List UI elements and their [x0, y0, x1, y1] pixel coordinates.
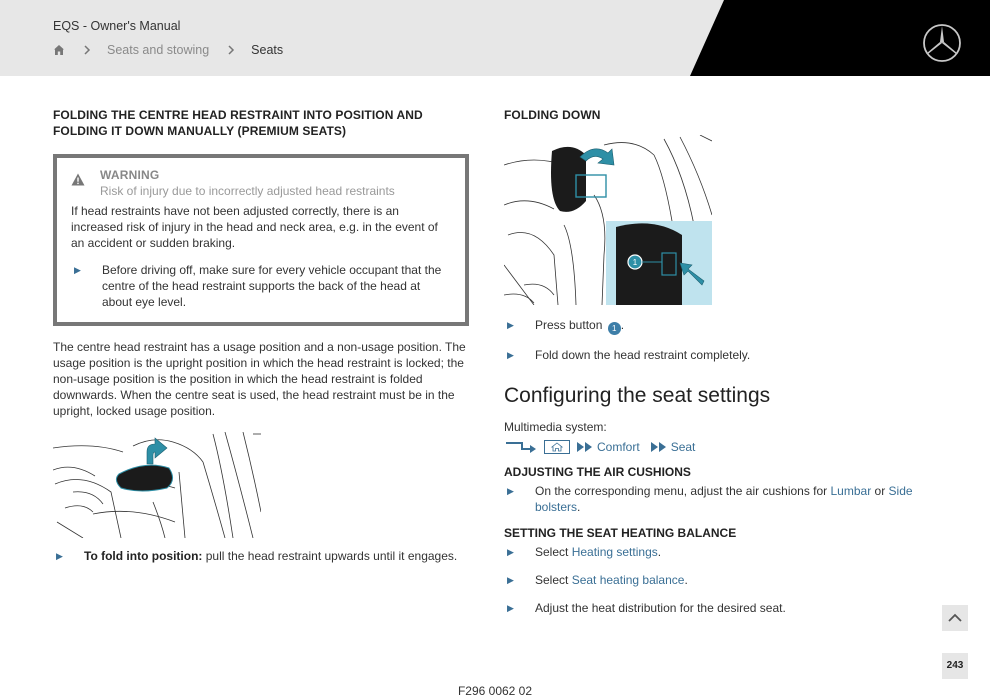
- bullet-arrow-icon: ▶: [507, 575, 514, 585]
- heating-step-1-text: [535, 544, 661, 560]
- app-title: EQS - Owner's Manual: [53, 19, 181, 33]
- heat-step2-prefix: Select: [535, 573, 572, 587]
- config-seat-settings-heading: Configuring the seat settings: [504, 384, 771, 407]
- side-bolsters-link[interactable]: Side bolsters: [535, 484, 913, 514]
- heating-step-2: [504, 572, 924, 588]
- heating-step-2-text: [535, 572, 688, 588]
- chevron-right-icon: [81, 44, 93, 56]
- step-1-prefix: Press button: [535, 318, 606, 332]
- bullet-arrow-icon: ▶: [507, 547, 514, 557]
- right-arrow-icon: [504, 440, 538, 454]
- multimedia-menu-path: [504, 439, 924, 455]
- air-cushions-text: [535, 483, 924, 515]
- chevron-up-icon: [942, 605, 968, 631]
- seat-heating-balance-link[interactable]: Seat heating balance: [571, 573, 685, 587]
- step-1-text: [535, 317, 624, 335]
- fold-into-position-step: [53, 548, 469, 564]
- fold-down-step-2: [504, 347, 924, 363]
- bullet-arrow-icon: ▶: [507, 603, 514, 613]
- head-restraint-upright-illustration: [53, 432, 261, 538]
- double-arrow-icon: [650, 441, 668, 453]
- breadcrumb-seats-and-stowing[interactable]: Seats and stowing: [107, 43, 210, 57]
- lumbar-link[interactable]: Lumbar: [830, 484, 872, 498]
- step-1-suffix: .: [620, 318, 625, 332]
- heating-settings-link[interactable]: Heating settings: [571, 545, 658, 559]
- left-column: [53, 107, 469, 564]
- warning-bullet: [71, 262, 453, 310]
- button-1-icon: 1: [608, 322, 621, 335]
- heat-step2-suffix: .: [684, 573, 688, 587]
- heating-step-3-text: Adjust the heat distribution for the desired seat.: [535, 601, 786, 615]
- bullet-arrow-icon: ▶: [507, 486, 514, 496]
- section-heading-head-restraint: FOLDING THE CENTRE HEAD RESTRAINT INTO POSITION AND FOLDING IT DOWN MANUALLY (PREMIUM SEATS): [53, 108, 423, 138]
- step-2-text: Fold down the head restraint completely.: [535, 348, 751, 362]
- seat-heating-balance-heading: SETTING THE SEAT HEATING BALANCE: [504, 526, 737, 540]
- page-number-badge[interactable]: 243: [942, 653, 968, 679]
- bullet-arrow-icon: ▶: [74, 265, 81, 275]
- scroll-to-top-button[interactable]: [942, 605, 968, 631]
- folding-down-heading: FOLDING DOWN: [504, 108, 601, 122]
- menu-seat[interactable]: Seat: [670, 440, 696, 454]
- air-cushions-step: [504, 483, 924, 515]
- menu-comfort[interactable]: Comfort: [597, 440, 640, 454]
- home-menu-icon[interactable]: [544, 440, 570, 454]
- warning-header: [71, 167, 453, 199]
- bullet-arrow-icon: ▶: [56, 551, 63, 561]
- illustration-code: F296 0062 02: [457, 684, 533, 698]
- warning-box: [53, 154, 469, 326]
- warning-title: WARNING: [100, 168, 160, 182]
- warning-bullet-text: Before driving off, make sure for every vehicle occupant that the centre of the head restraint supports the back of the head at about eye level.: [102, 263, 442, 309]
- fold-down-step-1: [504, 317, 924, 335]
- double-arrow-icon: [576, 441, 594, 453]
- right-column: [504, 107, 924, 616]
- bullet-arrow-icon: ▶: [507, 350, 514, 360]
- air-step-prefix: On the corresponding menu, adjust the air cushions for: [535, 484, 831, 498]
- breadcrumb: [53, 42, 283, 58]
- header-bar: [0, 0, 990, 76]
- air-cushions-heading: ADJUSTING THE AIR CUSHIONS: [504, 465, 691, 479]
- chevron-right-icon: [225, 44, 237, 56]
- air-step-suffix: .: [577, 500, 581, 514]
- heating-step-3: [504, 600, 924, 616]
- heat-step1-suffix: .: [657, 545, 662, 559]
- breadcrumb-seats: Seats: [251, 43, 284, 57]
- svg-text:1: 1: [632, 258, 638, 267]
- usage-position-paragraph: The centre head restraint has a usage position and a non-usage position. The usage position is the upright position in which the head restraint is locked; the non-usage position is the position in which the head restraint is folded downwards. When the centre seat is used, the head restraint must be in the upright, locked usage position.: [53, 340, 466, 418]
- multimedia-system-label: Multimedia system:: [504, 420, 607, 434]
- warning-texts: [100, 167, 395, 199]
- mercedes-star-logo: [922, 23, 962, 63]
- bullet-arrow-icon: ▶: [507, 320, 514, 330]
- heating-step-1: [504, 544, 924, 560]
- home-icon[interactable]: [53, 44, 65, 56]
- warning-subtitle: Risk of injury due to incorrectly adjusted head restraints: [100, 184, 395, 198]
- warning-triangle-icon: [71, 173, 85, 186]
- fold-into-text: [84, 548, 457, 564]
- head-restraint-fold-down-illustration: [504, 135, 712, 305]
- air-or: or: [871, 484, 889, 498]
- warning-body: If head restraints have not been adjusted correctly, there is an increased risk of injury in the head and neck area, e.g. in the event of an accident or sudden braking.: [71, 204, 438, 250]
- fold-into-label: To fold into position:: [84, 549, 203, 563]
- fold-into-description: pull the head restraint upwards until it engages.: [202, 549, 458, 563]
- heat-step1-prefix: Select: [535, 545, 572, 559]
